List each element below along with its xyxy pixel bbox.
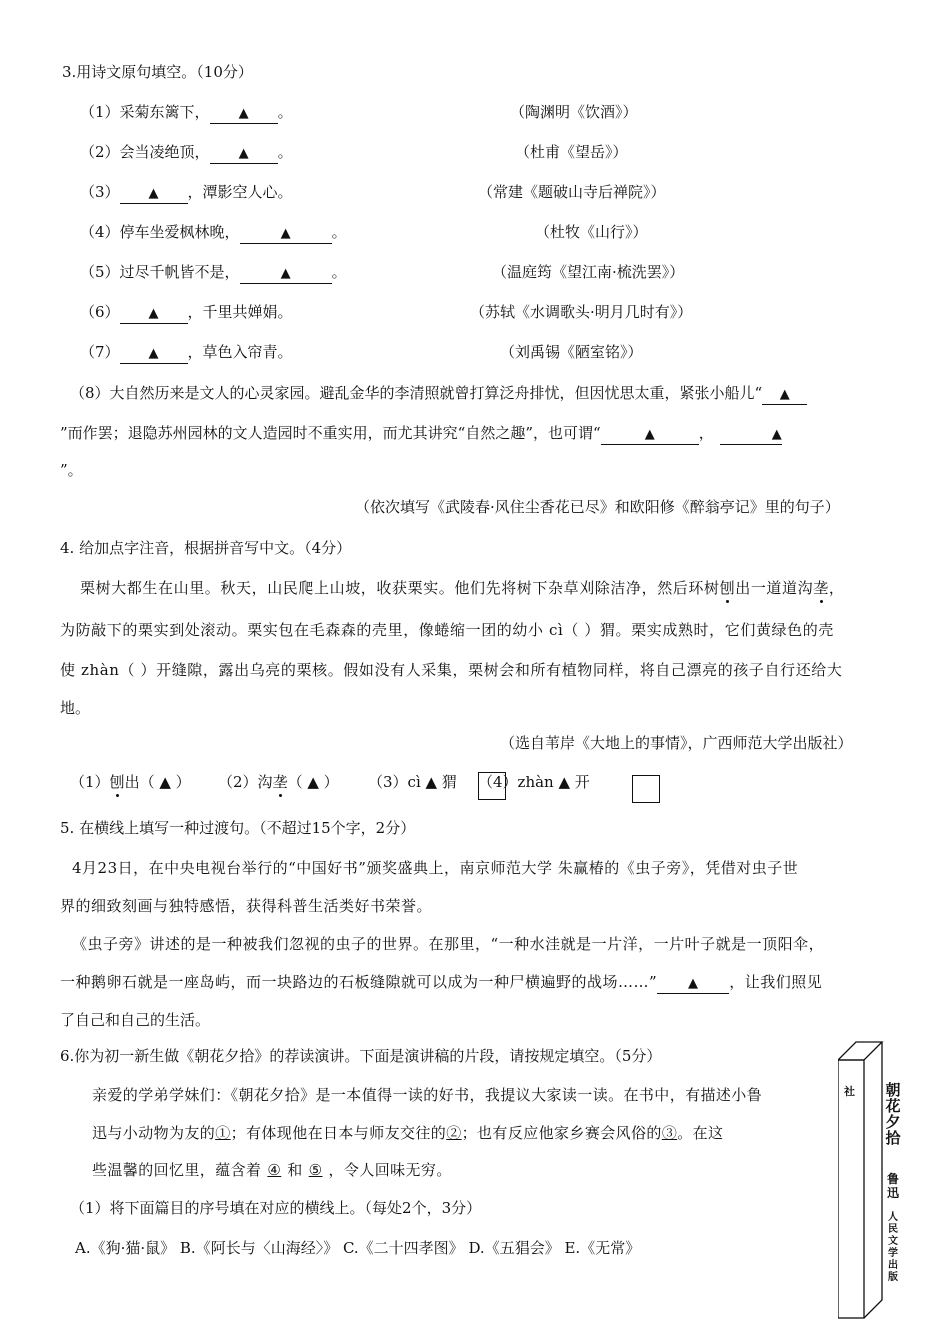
blank-4[interactable]: ④ xyxy=(267,1161,282,1179)
item-text-after: 。 xyxy=(331,263,347,281)
q3-header: 3.用诗文原句填空。（10分） xyxy=(62,63,253,81)
q3-item8-text: （8）大自然历来是文人的心灵家园。避乱金华的李清照就曾打算泛舟排忧，但因忧思太重，紧张小船儿“ xyxy=(70,384,763,402)
book-char: 人 xyxy=(888,1212,898,1223)
book-char: 鲁 xyxy=(886,1172,899,1186)
q4-answer-2[interactable] xyxy=(218,772,339,792)
answer-box[interactable] xyxy=(632,775,660,803)
book-author-vertical xyxy=(883,1172,903,1200)
answer-mark-icon: ▲ xyxy=(687,976,699,991)
item-number: （2） xyxy=(80,143,120,161)
q3-item8-text2: ”而作罢；退隐苏州园林的文人造园时不重实用，而尤其讲究“自然之趣”，也可谓“ xyxy=(60,424,601,442)
q3-item-source-6: （苏轼《水调歌头·明月几时有》） xyxy=(470,303,693,321)
q3-item8-blank2[interactable] xyxy=(601,424,699,445)
answer-blank[interactable] xyxy=(240,263,332,284)
q4-answer-slot: 出（ ▲ ） xyxy=(124,773,191,791)
answer-mark-icon: ▲ xyxy=(771,427,782,442)
item-text-after: ，草色入帘青。 xyxy=(187,343,293,361)
q4-answer-1[interactable] xyxy=(70,772,191,792)
q4-answer-num: （1） xyxy=(70,773,110,791)
item-number: （6） xyxy=(80,303,120,321)
q5-blank[interactable] xyxy=(657,973,729,994)
item-number: （7） xyxy=(80,343,120,361)
q3-item-6 xyxy=(80,302,293,324)
answer-blank[interactable] xyxy=(210,103,278,124)
q6-sub1: （1）将下面篇目的序号填在对应的横线上。（每处2个，3分） xyxy=(70,1199,482,1217)
q5-paragraph-line4 xyxy=(60,972,822,994)
q3-item-2 xyxy=(80,142,293,164)
answer-mark-icon: ▲ xyxy=(148,306,159,321)
q3-item-source-1: （陶渊明《饮酒》） xyxy=(510,103,638,121)
q4-paragraph-line2: 为防敲下的栗实到处滚动。栗实包在毛森森的壳里，像蜷缩一团的幼小 cì（ ）猬。栗实成熟时，它们黄绿色的壳 xyxy=(60,621,834,639)
q5-header: 5. 在横线上填写一种过渡句。（不超过15个字，2分） xyxy=(60,819,416,837)
q5-text: 一种鹅卵石就是一座岛屿，而一块路边的石板缝隙就可以成为一种尸横遍野的战场……” xyxy=(60,973,658,991)
answer-mark-icon: ▲ xyxy=(148,186,159,201)
q3-item-3 xyxy=(80,182,293,204)
q3-item-source-5: （温庭筠《望江南·梳洗罢》） xyxy=(492,263,685,281)
q5-paragraph-line1: 4月23日，在中央电视台举行的“中国好书”颁奖盛典上，南京师范大学 朱赢椿的《虫子旁》，凭借对虫子世 xyxy=(72,859,799,877)
item-text-before: 会当凌绝顶， xyxy=(119,143,210,161)
q6-text: ；有体现他在日本与师友交往的 xyxy=(230,1124,447,1142)
book-char: 出 xyxy=(888,1260,898,1271)
item-text-after: ，千里共婵娟。 xyxy=(187,303,293,321)
book-char: 朝 xyxy=(885,1081,901,1099)
book-title-vertical xyxy=(883,1082,903,1146)
q3-item-source-7: （刘禹锡《陋室铭》） xyxy=(500,343,643,361)
q3-item-source-3: （常建《题破山寺后禅院》） xyxy=(478,183,666,201)
answer-blank[interactable] xyxy=(210,143,278,164)
q4-text: ， xyxy=(828,579,845,597)
item-text-after: 。 xyxy=(277,103,293,121)
q6-text: ，令人回味无穷。 xyxy=(328,1161,452,1179)
q3-item-1 xyxy=(80,102,293,124)
q3-item8-blank1[interactable] xyxy=(762,384,807,405)
q3-item-7 xyxy=(80,342,293,364)
q3-item8-line2 xyxy=(60,423,782,445)
q6-text: 迅与小动物为友的 xyxy=(92,1124,216,1142)
q3-item-source-2: （杜甫《望岳》） xyxy=(515,143,628,161)
q6-text: 。在这 xyxy=(677,1124,724,1142)
q3-item8-line1 xyxy=(70,383,807,405)
dotted-char-pao: 刨 xyxy=(109,773,125,791)
q3-item8-note: （依次填写《武陵春·风住尘香花已尽》和欧阳修《醉翁亭记》里的句子） xyxy=(355,498,840,516)
dotted-char-long: 垄 xyxy=(813,579,829,597)
item-text-after: 。 xyxy=(331,223,347,241)
q4-source: （选自苇岸《大地上的事情》，广西师范大学出版社） xyxy=(500,734,853,752)
answer-blank[interactable] xyxy=(120,303,188,324)
blank-1[interactable]: ① xyxy=(215,1124,231,1142)
book-char: 学 xyxy=(888,1248,898,1259)
book-char: 文 xyxy=(888,1236,898,1247)
book-publisher-vertical xyxy=(883,1212,903,1284)
book-char: 民 xyxy=(888,1224,898,1235)
q4-answer-slot: （ ▲ ） xyxy=(287,773,339,791)
item-number: （3） xyxy=(80,183,120,201)
book-char: 花 xyxy=(885,1097,901,1115)
q4-paragraph-line3: 使 zhàn（ ）开缝隙，露出乌亮的栗核。假如没有人采集，栗树会和所有植物同样，将自己漂亮的孩子自行还给大 xyxy=(60,661,843,679)
book-char: 迅 xyxy=(886,1186,899,1200)
answer-blank[interactable] xyxy=(120,183,188,204)
q3-item-source-4: （杜牧《山行》） xyxy=(535,223,648,241)
answer-blank[interactable] xyxy=(240,223,332,244)
q6-text: 些温馨的回忆里，蕴含着 xyxy=(92,1161,262,1179)
item-number: （1） xyxy=(80,103,120,121)
dotted-char-long: 垄 xyxy=(272,773,288,791)
q3-item-4 xyxy=(80,222,347,244)
q5-paragraph-line3: 《虫子旁》讲述的是一种被我们忽视的虫子的世界。在那里，“一种水洼就是一片洋，一片叶子就是一顶阳伞， xyxy=(72,935,825,953)
q5-paragraph-line5: 了自己和自己的生活。 xyxy=(60,1011,211,1029)
item-text-before: 采菊东篱下， xyxy=(119,103,210,121)
book-char: 夕 xyxy=(885,1113,901,1131)
q6-paragraph-line3 xyxy=(92,1160,452,1180)
q4-paragraph-line4: 地。 xyxy=(60,699,91,717)
blank-5[interactable]: ⑤ xyxy=(308,1161,323,1179)
q6-text: 和 xyxy=(287,1161,303,1179)
q6-header: 6.你为初一新生做《朝花夕拾》的荐读演讲。下面是演讲稿的片段，请按规定填空。（5分） xyxy=(60,1047,662,1065)
blank-3[interactable]: ③ xyxy=(661,1124,678,1142)
q4-text: 栗树大都生在山里。秋天，山民爬上山坡，收获栗实。他们先将树下杂草刈除洁净，然后环树 xyxy=(80,579,720,597)
q6-paragraph-line2 xyxy=(92,1123,723,1143)
q4-answer-num: （2）沟 xyxy=(218,773,273,791)
item-number: （5） xyxy=(80,263,120,281)
q4-answer-3[interactable]: （3）cì ▲ 猬 xyxy=(368,773,457,791)
q4-paragraph-line1 xyxy=(80,578,844,598)
item-text-after: 。 xyxy=(277,143,293,161)
q4-answer-4[interactable]: （4）zhàn ▲ 开 xyxy=(478,773,590,791)
item-text-before: 停车坐爱枫林晚， xyxy=(119,223,240,241)
answer-mark-icon: ▲ xyxy=(280,266,291,281)
q3-item-5 xyxy=(80,262,347,284)
answer-mark-icon: ▲ xyxy=(238,106,249,121)
q6-paragraph-line1: 亲爱的学弟学妹们：《朝花夕拾》是一本值得一读的好书，我提议大家读一读。在书中，有描述小鲁 xyxy=(92,1086,763,1104)
q6-options: A.《狗·猫·鼠》 B.《阿长与〈山海经〉》 C.《二十四孝图》 D.《五猖会》 E.《无常》 xyxy=(75,1239,641,1257)
q5-paragraph-line2: 界的细致刻画与独特感悟，获得科普生活类好书荣誉。 xyxy=(60,897,433,915)
blank-2[interactable]: ② xyxy=(446,1124,462,1142)
q6-text: ；也有反应他家乡赛会风俗的 xyxy=(461,1124,662,1142)
item-text-before: 过尽千帆皆不是， xyxy=(119,263,240,281)
q4-text: 出一道道沟 xyxy=(735,579,814,597)
answer-mark-icon: ▲ xyxy=(644,427,655,442)
q3-item8-comma: ， xyxy=(698,424,714,442)
answer-mark-icon: ▲ xyxy=(148,346,159,361)
item-text-after: ，潭影空人心。 xyxy=(187,183,293,201)
book-char: 版 xyxy=(888,1272,898,1283)
answer-mark-icon: ▲ xyxy=(779,387,790,402)
dotted-char-pao: 刨 xyxy=(719,579,736,597)
item-number: （4） xyxy=(80,223,120,241)
q3-item8-blank3[interactable] xyxy=(720,424,782,445)
q3-item8-line3: ”。 xyxy=(60,461,83,479)
book-spine-char: 社 xyxy=(844,1085,855,1098)
book-char: 拾 xyxy=(885,1129,901,1147)
answer-box-small[interactable] xyxy=(478,772,506,800)
q5-text: ，让我们照见 xyxy=(729,973,823,991)
answer-mark-icon: ▲ xyxy=(238,146,249,161)
answer-mark-icon: ▲ xyxy=(280,226,291,241)
answer-blank[interactable] xyxy=(120,343,188,364)
q4-header: 4. 给加点字注音，根据拼音写中文。（4分） xyxy=(60,539,352,557)
